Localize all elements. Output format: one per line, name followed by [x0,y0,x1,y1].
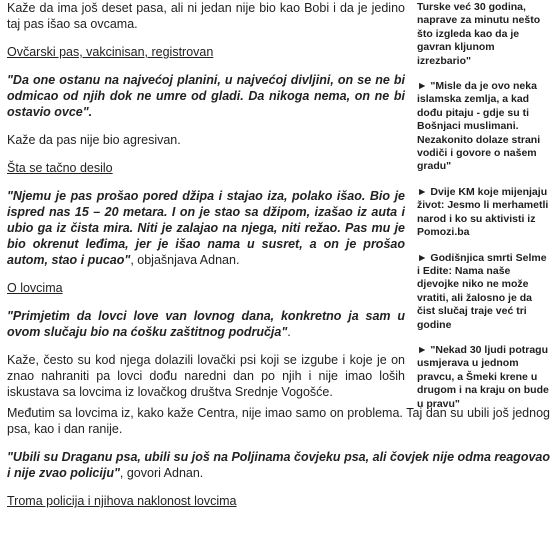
quote-ovce: "Da one ostanu na najvećoj planini, u najvećoj divljini, on se ne bi odmicao od njih dok ne umre od gladi. Da nikoga nema, on ne bi ostavio ovce". [7,73,405,119]
related-articles-sidebar [417,0,550,423]
arrow-right-icon: ► [417,185,428,198]
paragraph-not-aggressive: Kaže da pas nije bio agresivan. [7,133,181,147]
paragraph-hunting-dogs: Kaže, često su kod njega dolazili lovački psi koji se izgube i koje je on znao nahraniti pa lovci dođu naredni dan po njih i nije imao loših iskustava sa lovcima iz lovačkog društva Srednje Vogošće. [7,353,405,399]
quote-incident [7,188,405,268]
related-article-link[interactable] [417,344,550,411]
related-article-link[interactable] [417,1,550,68]
related-article-link[interactable] [417,80,550,174]
related-article-title: Godišnjica smrti Selme i Edite: Nama naše djevojke niko ne može vratiti, ali žalosno je da čist slučaj traje već tri godine [417,251,547,331]
subheading-sta-se-desilo: Šta se tačno desilo [7,161,113,175]
arrow-right-icon: ► [417,251,428,264]
related-article-title: Dvije KM koje mijenjaju život: Jesmo li merhametli narod i ko su aktivisti iz Pomozi.ba [417,185,549,239]
quote-dragan-attribution: , govori Adnan. [119,466,204,480]
quote-dragan [7,449,550,481]
quote-hunters-text: "Primjetim da lovci love van lovnog dana, konkretno ja sam u ovom slučaju bio na ćošku zaštitnog područja" [7,309,405,339]
arrow-right-icon: ► [417,80,428,93]
article-full-width-section [7,405,550,521]
quote-incident-text: "Njemu je pas prošao pored džipa i stajao iza, polako išao. Bio je ispred nas 15 – 20 metara. I on je stao sa džipom, izašao iz auta i ubio ga iz čista mira. Niti je zalajao na njega, niti režao. Pas mu je bio okrenut leđima, jer je išao nama u susret, a on je prošao autom, stao i pucao" [7,189,405,267]
quote-incident-attribution: , objašnjava Adnan. [130,253,240,267]
subheading-o-lovcima: O lovcima [7,281,63,295]
subheading-ovcarski-pas: Ovčarski pas, vakcinisan, registrovan [7,45,214,59]
quote-hunters [7,308,405,340]
quote-hunters-end: . [287,325,291,339]
quote-dragan-text: "Ubili su Draganu psa, ubili su još na Poljinama čovjeku psa, ali čovjek nije odma reagovao i nije zvao policiju" [7,450,550,480]
related-article-title: Turske već 30 godina, naprave za minutu nešto što izgleda kao da je gavran kljunom izrezbario" [417,1,541,67]
subheading-troma-policija: Troma policija i njihova naklonost lovcima [7,494,237,508]
related-article-title: "Nekad 30 ljudi potragu usmjerava u jednom pravcu, a Šmeki krene u drugom i na kraju on bude u pravu" [417,343,549,410]
article-main-column [7,0,405,412]
paragraph-other-problems: Međutim sa lovcima iz, kako kaže Centra, nije imao samo on problema. Taj dan su ubili još jednog psa, kao i dan ranije. [7,406,550,436]
intro-paragraph: Kaže da ima još deset pasa, ali ni jedan nije bio kao Bobi i da je jedino taj pas išao sa ovcama. [7,1,405,31]
related-article-title: "Misle da je ovo neka islamska zemlja, a kad dođu pitaju - gdje su ti Bošnjaci muslimani. Nezakonito dolaze strani vodiči i govore o našem gradu" [417,80,541,173]
related-article-link[interactable] [417,252,550,332]
related-article-link[interactable] [417,186,550,240]
arrow-right-icon: ► [417,343,428,356]
